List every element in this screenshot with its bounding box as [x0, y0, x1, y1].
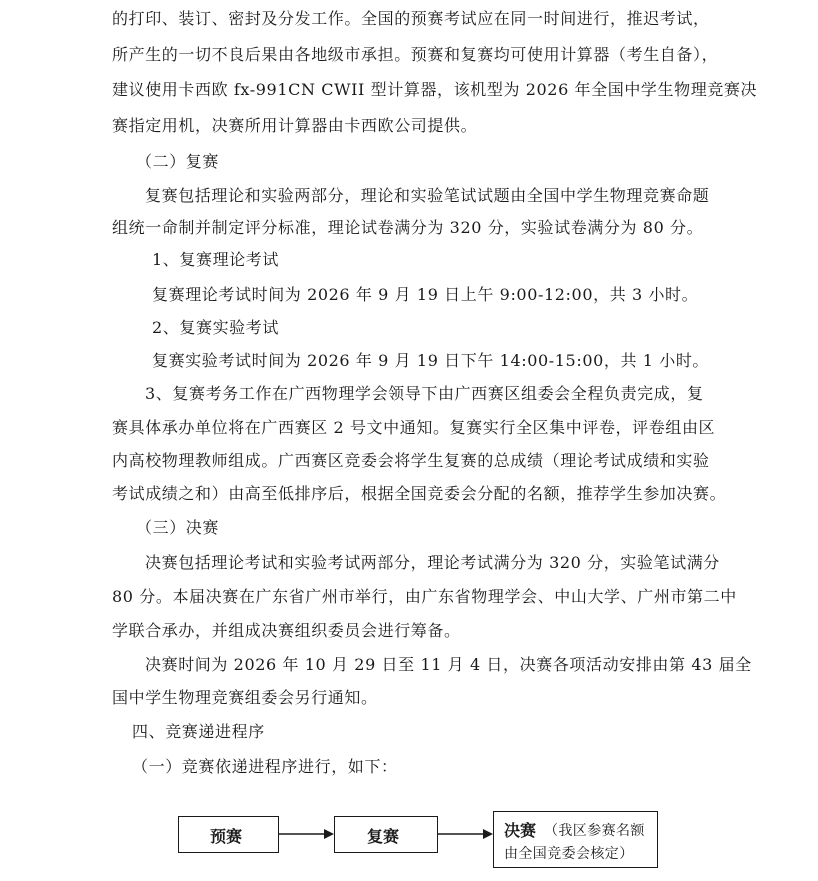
- flow-step-final-note-line1: （我区参赛名额: [544, 823, 645, 839]
- paragraph-line: 复赛包括理论和实验两部分，理论和实验笔试试题由全国中学生物理竞赛命题: [145, 186, 710, 205]
- paragraph-line: 考试成绩之和）由高至低排序后，根据全国竞委会分配的名额，推荐学生参加决赛。: [112, 484, 727, 503]
- paragraph-line: 赛具体承办单位将在广西赛区 2 号文中通知。复赛实行全区集中评卷，评卷组由区: [112, 418, 716, 437]
- flow-arrow-2: [438, 829, 493, 839]
- paragraph-line: 组统一命制并制定评分标准，理论试卷满分为 320 分，实验试卷满分为 80 分。: [112, 218, 704, 237]
- paragraph-line: 的打印、装订、密封及分发工作。全国的预赛考试应在同一时间进行，推迟考试，: [112, 9, 710, 28]
- flow-step-semifinal-label: 复赛: [367, 827, 400, 846]
- subsection-heading: 1、复赛理论考试: [152, 250, 279, 269]
- flow-step-final-note-line2: 由全国竞委会核定）: [504, 846, 634, 862]
- paragraph-line: 国中学生物理竞赛组委会另行通知。: [112, 688, 378, 707]
- paragraph-line: 学联合承办，并组成决赛组织委员会进行筹备。: [112, 621, 461, 640]
- paragraph-line: 建议使用卡西欧 fx-991CN CWII 型计算器，该机型为 2026 年全国中学生物理竞赛决: [112, 80, 758, 99]
- paragraph-line: 80 分。本届决赛在广东省广州市举行，由广东省物理学会、中山大学、广州市第二中: [112, 587, 737, 606]
- paragraph-line: 所产生的一切不良后果由各地级市承担。预赛和复赛均可使用计算器（考生自备），: [112, 45, 719, 64]
- section-heading: （二）复赛: [136, 152, 220, 171]
- paragraph-line: 复赛理论考试时间为 2026 年 9 月 19 日上午 9:00-12:00，共 3 小时。: [152, 285, 699, 304]
- subsection-heading: （一）竞赛依递进程序进行，如下：: [132, 757, 398, 776]
- paragraph-line: 决赛包括理论考试和实验考试两部分，理论考试满分为 320 分，实验笔试满分: [145, 553, 720, 572]
- flow-step-final-label: 决赛: [504, 821, 537, 840]
- paragraph-line: 3、复赛考务工作在广西物理学会领导下由广西赛区组委会全程负责完成，复: [145, 384, 704, 403]
- section-heading: （三）决赛: [136, 518, 220, 537]
- subsection-heading: 2、复赛实验考试: [152, 318, 279, 337]
- section-heading: 四、竞赛递进程序: [132, 722, 265, 741]
- paragraph-line: 复赛实验考试时间为 2026 年 9 月 19 日下午 14:00-15:00，共 1 小时。: [152, 351, 710, 370]
- paragraph-line: 赛指定用机，决赛所用计算器由卡西欧公司提供。: [112, 116, 478, 135]
- paragraph-line: 决赛时间为 2026 年 10 月 29 日至 11 月 4 日，决赛各项活动安排由第 43 届全: [145, 655, 752, 674]
- flow-arrow-1: [279, 829, 334, 839]
- flow-step-preliminary-label: 预赛: [210, 827, 243, 846]
- paragraph-line: 内高校物理教师组成。广西赛区竞委会将学生复赛的总成绩（理论考试成绩和实验: [112, 451, 710, 470]
